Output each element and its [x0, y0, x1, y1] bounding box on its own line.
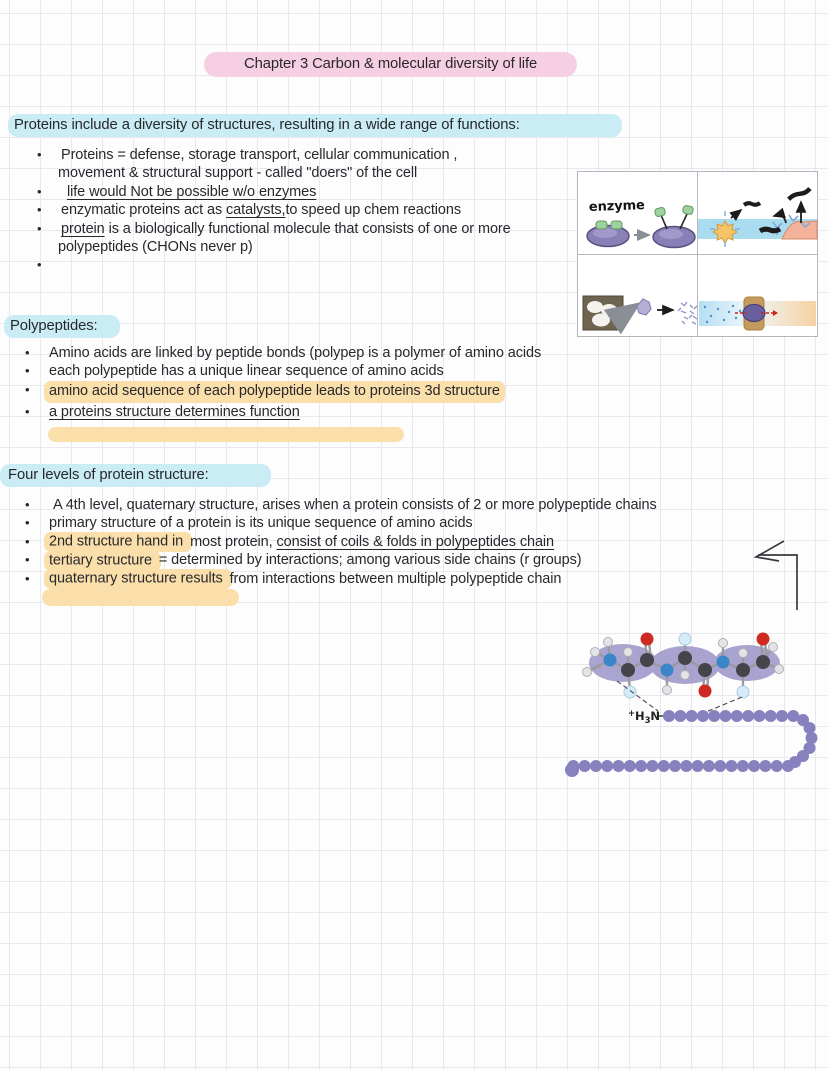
bullet-text: each polypeptide has a unique linear sequence of amino acids: [49, 363, 444, 380]
bullet-item: [22, 381, 541, 403]
transport-illustration: [699, 297, 816, 330]
bullet-text: movement & structural support - called "doers" of the cell: [58, 165, 418, 182]
polypeptides-bullet-list: [22, 344, 541, 422]
bullet-item: [34, 201, 511, 219]
four-levels-bullet-list: [22, 496, 657, 588]
hand-drawn-arrow-icon: [744, 528, 814, 616]
text-run-underlined: consist of coils & folds in polypeptides chain: [276, 533, 555, 550]
bullet-item: [34, 220, 511, 238]
bullet-text-underlined: a proteins structure determines function: [49, 404, 300, 421]
section-heading-four-levels: Four levels of protein structure:: [0, 464, 271, 487]
bullet-text: [61, 220, 511, 238]
bullet-dot: [34, 220, 61, 238]
text-run: most protein,: [190, 533, 277, 550]
bullet-item: [22, 496, 657, 514]
bullet-item: [22, 570, 657, 588]
bullet-text: polypeptides (CHONs never p): [58, 239, 253, 256]
bullet-dot: [34, 183, 61, 201]
bullet-item-wrap: [34, 164, 511, 182]
proteins-bullet-list: [34, 146, 511, 275]
bullet-text: primary structure of a protein is its unique sequence of amino acids: [49, 515, 473, 532]
highlighter-mark: [48, 427, 404, 442]
bullet-dot: [22, 344, 49, 362]
section-heading-polypeptides: Polypeptides:: [4, 315, 120, 338]
section-heading-proteins: Proteins include a diversity of structures, resulting in a wide range of functions:: [8, 114, 622, 137]
bullet-text-highlighted: amino acid sequence of each polypeptide leads to proteins 3d structure: [44, 381, 505, 403]
highlighter-mark: [42, 589, 239, 606]
bullet-text: [61, 201, 461, 219]
text-run: enzymatic proteins act as: [61, 202, 227, 219]
enzyme-handwritten-label: enzyme: [588, 198, 645, 215]
bullet-dot: [34, 146, 61, 164]
bead-chain: [565, 710, 818, 777]
bullet-text: [49, 570, 561, 588]
page-title: Chapter 3 Carbon & molecular diversity of life: [204, 52, 577, 77]
bullet-item: [22, 403, 541, 421]
text-run-highlighted: tertiary structure: [44, 551, 161, 571]
protein-functions-figure: [577, 171, 818, 337]
bullet-item-empty: [34, 256, 511, 274]
bullet-text: A 4th level, quaternary structure, arises when a protein consists of 2 or more polypeptide chains: [53, 497, 657, 513]
bullet-text: Proteins = defense, storage transport, cellular communication ,: [61, 147, 458, 163]
text-run: from interactions between multiple polypeptide chain: [229, 570, 562, 587]
bullet-dot: [22, 514, 49, 532]
bullet-text: [49, 551, 581, 569]
text-run: is a biologically functional molecule that consists of one or more: [104, 220, 511, 237]
bullet-dot: [34, 201, 61, 219]
bullet-text: Amino acids are linked by peptide bonds (polypep is a polymer of amino acids: [49, 345, 542, 361]
bullet-text-underlined: life would Not be possible w/o enzymes: [67, 183, 317, 200]
bullet-dot: [22, 403, 49, 421]
bullet-item: [22, 362, 541, 380]
text-run-underlined: protein: [61, 220, 105, 237]
text-run-underlined: catalysts,: [226, 202, 286, 219]
bullet-item: [34, 146, 511, 164]
text-run: = determined by interactions; among various side chains (r groups): [158, 552, 582, 569]
text-run: to speed up chem reactions: [285, 202, 462, 219]
bullet-item: [22, 344, 541, 362]
polypeptide-chain-figure: [545, 607, 828, 792]
bullet-item-wrap: [34, 238, 511, 256]
bullet-dot: [22, 362, 49, 380]
bullet-item: [34, 183, 511, 201]
bullet-item: [22, 533, 657, 551]
bullet-text: [49, 533, 554, 551]
text-run-highlighted: quaternary structure results: [44, 569, 232, 589]
amino-terminus-label: $^+H_3N$: [628, 709, 660, 726]
bullet-dot: [22, 496, 49, 514]
bullet-dot: [34, 256, 61, 274]
bullet-item: [22, 551, 657, 569]
dashed-connectors: [617, 681, 742, 712]
bullet-item: [22, 514, 657, 532]
text-run-highlighted: 2nd structure hand in: [44, 532, 192, 552]
